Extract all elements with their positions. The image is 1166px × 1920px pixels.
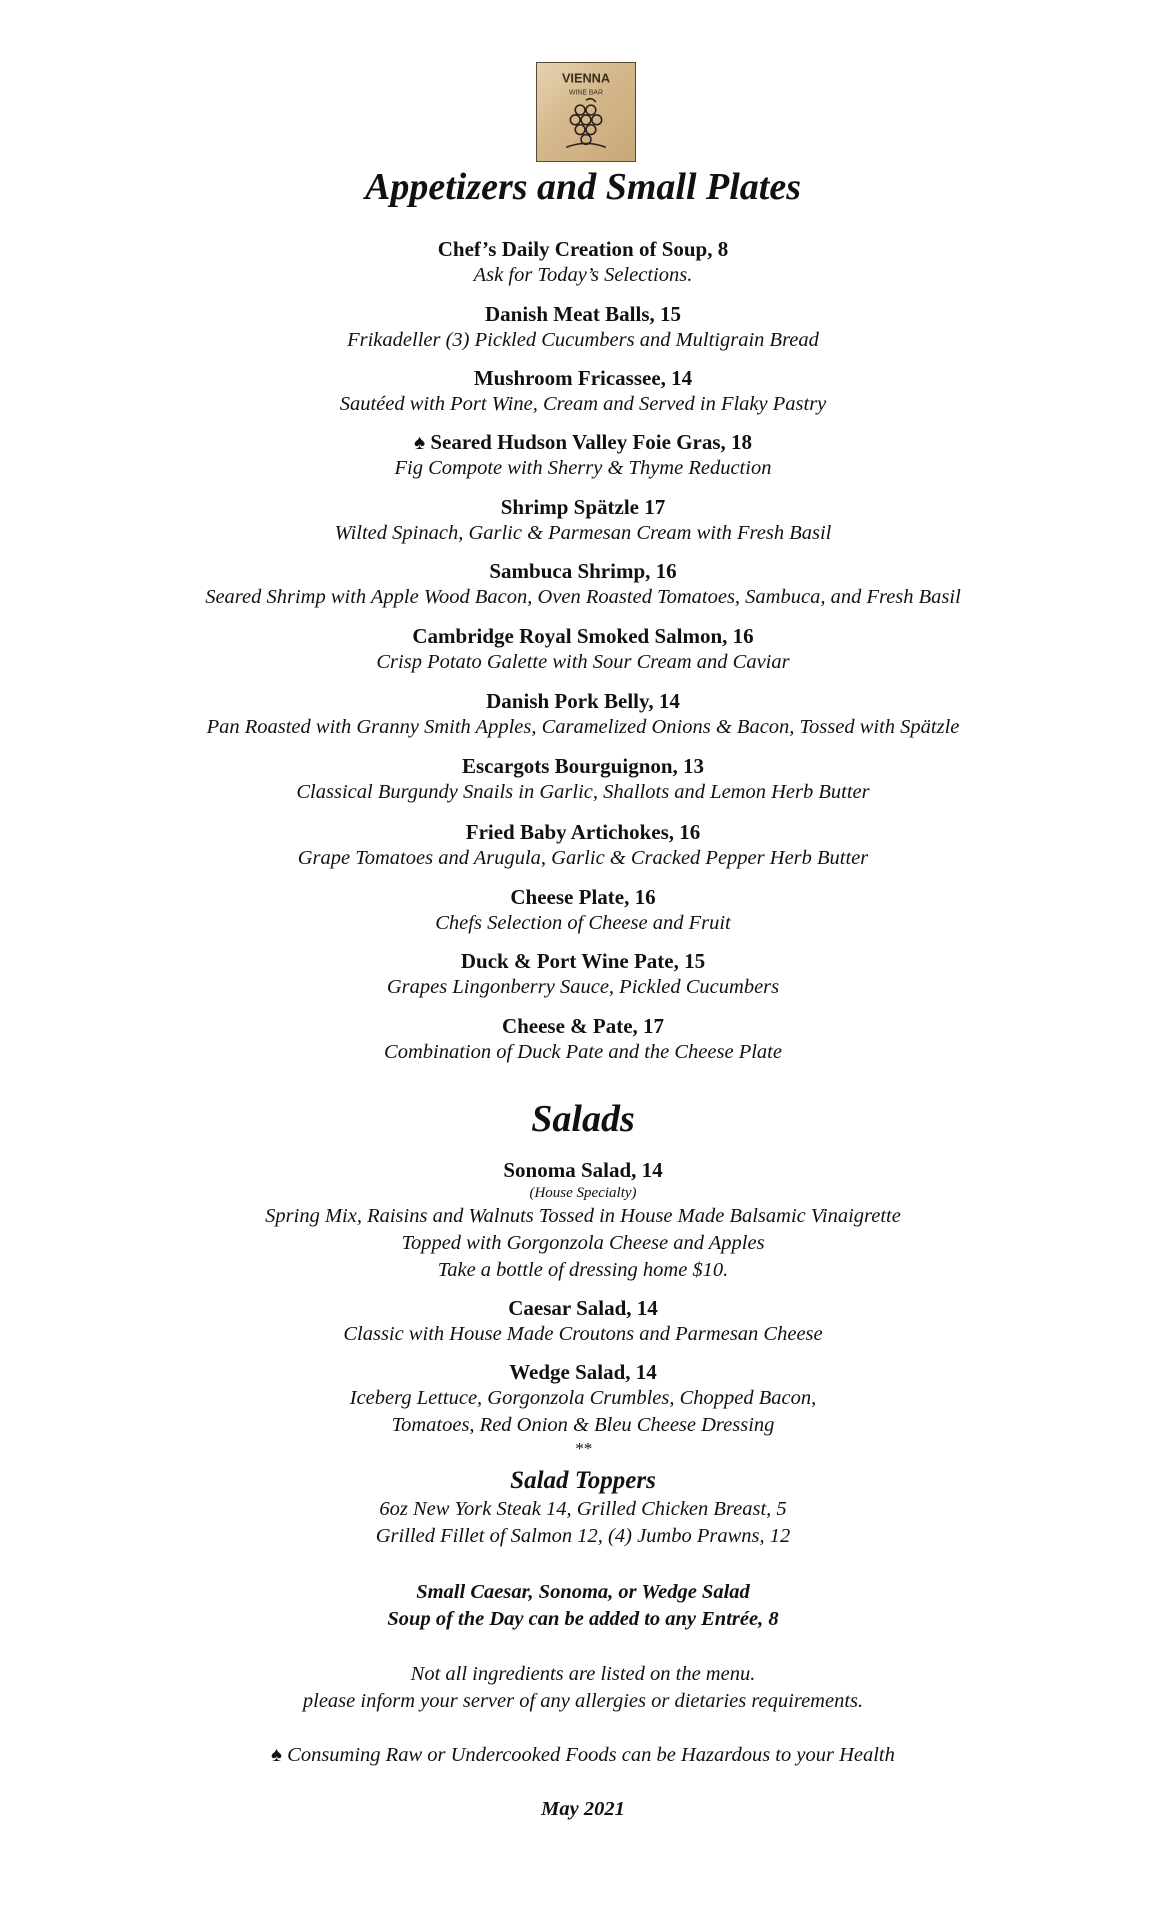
item-name: Wedge Salad, 14 (509, 1360, 657, 1384)
item-description-line: Spring Mix, Raisins and Walnuts Tossed in House Made Balsamic Vinaigrette (265, 1205, 901, 1227)
item-description: Grape Tomatoes and Arugula, Garlic & Cracked Pepper Herb Butter (297, 847, 869, 869)
item-name: Chef’s Daily Creation of Soup, 8 (437, 237, 729, 261)
svg-text:WINE BAR: WINE BAR (569, 89, 603, 97)
menu-date (0, 1796, 1166, 1823)
item-name: Cheese Plate, 16 (510, 885, 656, 909)
menu-item (0, 365, 1166, 418)
warning-line: ♠ Consuming Raw or Undercooked Foods can be Hazardous to your Health (271, 1744, 895, 1766)
salad-addon (0, 1579, 1166, 1633)
salads-heading-wrap (0, 1096, 1166, 1142)
separator-stars: ** (574, 1439, 592, 1458)
restaurant-logo (536, 62, 636, 162)
item-name: Caesar Salad, 14 (508, 1296, 658, 1320)
item-description-line: Topped with Gorgonzola Cheese and Apples (401, 1232, 765, 1254)
appetizers-heading: Appetizers and Small Plates (365, 166, 801, 208)
raw-food-warning (0, 1742, 1166, 1769)
menu-item (0, 623, 1166, 676)
item-description: Seared Shrimp with Apple Wood Bacon, Oven Roasted Tomatoes, Sambuca, and Fresh Basil (205, 586, 961, 608)
menu-item (0, 494, 1166, 547)
item-name: Shrimp Spätzle 17 (500, 495, 666, 519)
item-name: ♠ Seared Hudson Valley Foie Gras, 18 (413, 430, 753, 454)
item-description: Frikadeller (3) Pickled Cucumbers and Multigrain Bread (347, 329, 819, 351)
item-name: Cheese & Pate, 17 (501, 1014, 665, 1038)
item-description-line: Tomatoes, Red Onion & Bleu Cheese Dressing (391, 1414, 775, 1436)
salad-item-wedge (0, 1359, 1166, 1459)
item-note: (House Specialty) (529, 1185, 637, 1201)
menu-item (0, 688, 1166, 741)
menu-item (0, 301, 1166, 354)
item-description: Pan Roasted with Granny Smith Apples, Caramelized Onions & Bacon, Tossed with Spätzle (206, 716, 960, 738)
menu-item (0, 429, 1166, 482)
notice-line: Not all ingredients are listed on the menu. (410, 1663, 756, 1685)
salad-item-caesar (0, 1295, 1166, 1348)
notice-line: please inform your server of any allergies or dietaries requirements. (302, 1690, 864, 1712)
item-description-line: Iceberg Lettuce, Gorgonzola Crumbles, Chopped Bacon, (349, 1387, 817, 1409)
menu-item (0, 558, 1166, 611)
logo-grapes-icon (537, 63, 635, 161)
salads-heading: Salads (531, 1098, 635, 1140)
item-name: Sonoma Salad, 14 (503, 1158, 663, 1182)
item-description: Grapes Lingonberry Sauce, Pickled Cucumbers (386, 976, 780, 998)
item-description: Sautéed with Port Wine, Cream and Served in Flaky Pastry (339, 393, 827, 415)
salad-item-sonoma (0, 1157, 1166, 1284)
menu-item (0, 236, 1166, 289)
topper-line: Grilled Fillet of Salmon 12, (4) Jumbo Prawns, 12 (375, 1525, 791, 1547)
addon-line: Soup of the Day can be added to any Entrée, 8 (387, 1608, 779, 1630)
salad-toppers (0, 1466, 1166, 1550)
allergy-notice (0, 1661, 1166, 1715)
item-name: Sambuca Shrimp, 16 (489, 559, 677, 583)
item-name: Danish Meat Balls, 15 (484, 302, 681, 326)
appetizers-heading-wrap (0, 164, 1166, 210)
menu-item (0, 884, 1166, 937)
item-name: Duck & Port Wine Pate, 15 (460, 949, 706, 973)
topper-line: 6oz New York Steak 14, Grilled Chicken Breast, 5 (379, 1498, 787, 1520)
item-description: Crisp Potato Galette with Sour Cream and Caviar (376, 651, 790, 673)
date-line: May 2021 (541, 1798, 625, 1820)
menu-item (0, 753, 1166, 806)
item-description-line: Take a bottle of dressing home $10. (437, 1259, 729, 1281)
addon-line: Small Caesar, Sonoma, or Wedge Salad (416, 1581, 750, 1603)
salad-toppers-heading: Salad Toppers (510, 1467, 656, 1494)
item-name: Danish Pork Belly, 14 (486, 689, 680, 713)
item-description: Classical Burgundy Snails in Garlic, Shallots and Lemon Herb Butter (296, 781, 870, 803)
item-description: Fig Compote with Sherry & Thyme Reduction (394, 457, 772, 479)
item-name: Cambridge Royal Smoked Salmon, 16 (412, 624, 754, 648)
item-description: Wilted Spinach, Garlic & Parmesan Cream with Fresh Basil (334, 522, 832, 544)
item-description: Combination of Duck Pate and the Cheese Plate (384, 1041, 782, 1063)
item-name: Mushroom Fricassee, 14 (473, 366, 693, 390)
menu-item (0, 948, 1166, 1001)
item-description: Chefs Selection of Cheese and Fruit (435, 912, 731, 934)
item-name: Escargots Bourguignon, 13 (461, 754, 705, 778)
item-name: Fried Baby Artichokes, 16 (465, 820, 701, 844)
item-description: Classic with House Made Croutons and Parmesan Cheese (343, 1323, 823, 1345)
item-description: Ask for Today’s Selections. (473, 264, 693, 286)
menu-item (0, 819, 1166, 872)
menu-item (0, 1013, 1166, 1066)
svg-text:VIENNA: VIENNA (561, 70, 611, 86)
